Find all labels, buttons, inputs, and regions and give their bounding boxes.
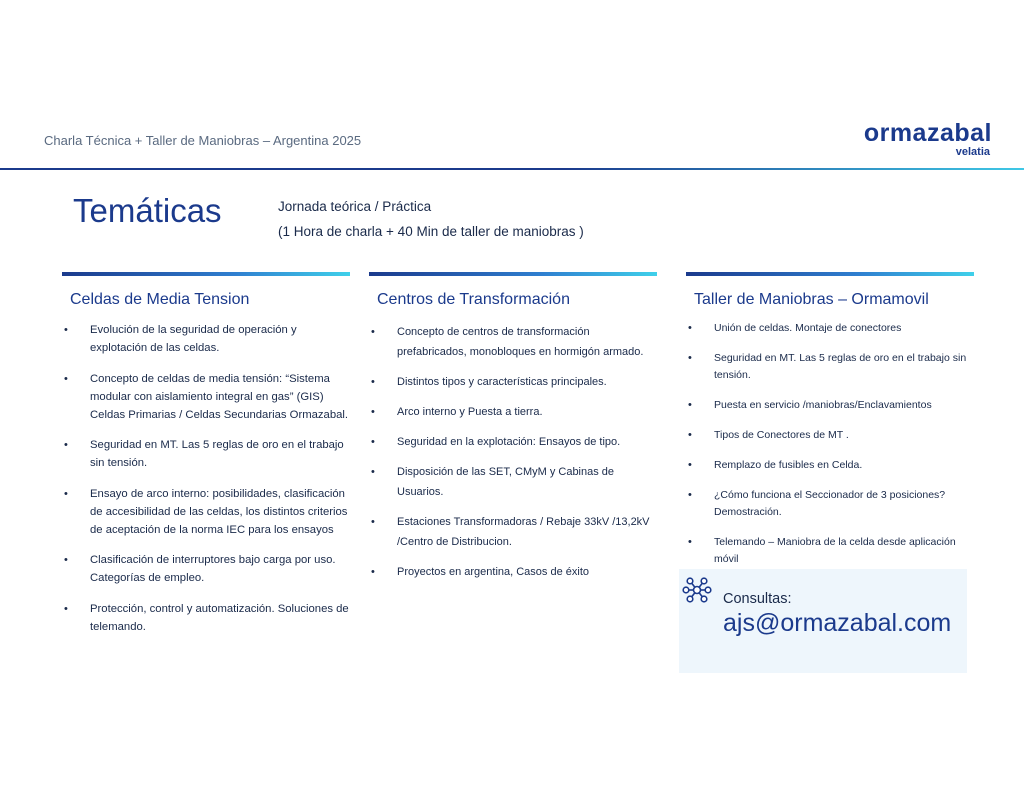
consult-label: Consultas: [723, 591, 792, 607]
column-media-tension [62, 272, 350, 648]
list-item: • Seguridad en MT. Las 5 reglas de oro en el trabajo sin tensión. [62, 436, 350, 472]
list-item: • Protección, control y automatización. Soluciones de telemando. [62, 600, 350, 636]
subtitle [278, 194, 584, 244]
list-item: • Disposición de las SET, CMyM y Cabinas de Usuarios. [369, 462, 657, 502]
column-heading: Celdas de Media Tension [70, 291, 250, 308]
brand-name: ormazabal [863, 119, 992, 147]
column-heading: Centros de Transformación [377, 291, 570, 308]
list-item: • Concepto de centros de transformación prefabricados, monobloques en hormigón armado. [369, 322, 657, 362]
column-taller-maniobras [686, 272, 974, 581]
network-icon [682, 575, 712, 605]
column-bar [62, 272, 350, 276]
brand-sub: velatia [955, 146, 990, 158]
list-item: • Unión de celdas. Montaje de conectores [686, 320, 974, 337]
topic-list [369, 322, 657, 582]
consult-email[interactable]: ajs@ormazabal.com [723, 609, 952, 637]
subtitle-line-2: (1 Hora de charla + 40 Min de taller de maniobras ) [278, 224, 584, 239]
list-item: • Clasificación de interruptores bajo carga por uso. Categorías de empleo. [62, 551, 350, 587]
list-item: • Tipos de Conectores de MT . [686, 427, 974, 444]
list-item: • Telemando – Maniobra de la celda desde aplicación móvil [686, 534, 974, 568]
column-bar [369, 272, 657, 276]
topic-list [686, 320, 974, 568]
page-title: Temáticas [73, 192, 222, 229]
list-item: • Remplazo de fusibles en Celda. [686, 457, 974, 474]
list-item: • Proyectos en argentina, Casos de éxito [369, 562, 657, 582]
list-item: • Seguridad en MT. Las 5 reglas de oro en el trabajo sin tensión. [686, 350, 974, 384]
list-item: • Puesta en servicio /maniobras/Enclavamientos [686, 397, 974, 414]
list-item: • Seguridad en la explotación: Ensayos de tipo. [369, 432, 657, 452]
header-title: Charla Técnica + Taller de Maniobras – Argentina 2025 [44, 133, 362, 148]
column-centros-transformacion [369, 272, 657, 592]
list-item: • ¿Cómo funciona el Seccionador de 3 posiciones? Demostración. [686, 487, 974, 521]
column-heading: Taller de Maniobras – Ormamovil [694, 291, 929, 308]
header-divider [0, 168, 1024, 170]
brand-logo [864, 120, 992, 158]
list-item: • Estaciones Transformadoras / Rebaje 33kV /13,2kV /Centro de Distribucion. [369, 512, 657, 552]
column-bar [686, 272, 974, 276]
consult-box [679, 569, 967, 673]
list-item: • Arco interno y Puesta a tierra. [369, 402, 657, 422]
topic-list [62, 321, 350, 636]
subtitle-line-1: Jornada teórica / Práctica [278, 199, 432, 214]
list-item: • Concepto de celdas de media tensión: “Sistema modular con aislamiento integral en gas” (GIS) Celdas Primarias / Celdas Secundarias Ormazabal. [62, 370, 350, 424]
list-item: • Ensayo de arco interno: posibilidades, clasificación de accesibilidad de las celdas, los distintos criterios de aceptación de la norma IEC para los ensayos [62, 485, 350, 539]
list-item: • Distintos tipos y características principales. [369, 372, 657, 392]
list-item: • Evolución de la seguridad de operación y explotación de las celdas. [62, 321, 350, 357]
